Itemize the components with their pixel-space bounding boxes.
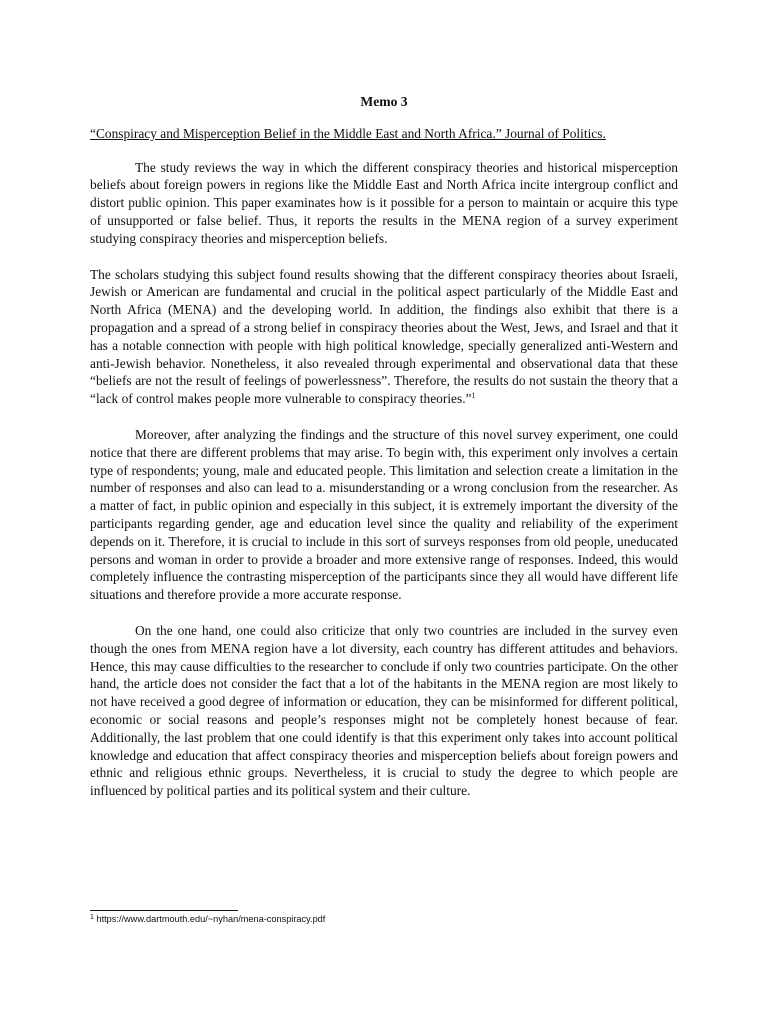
paragraph-intro	[90, 159, 678, 248]
footnote-marker: 1	[90, 914, 94, 921]
paragraph-text: The scholars studying this subject found results showing that the different conspiracy theories about Israeli, Jewish or American are fundamental and crucial in the political aspect particularly of the Middle East and North Africa (MENA) and the developing world. In addition, the findings also exhibit that there is a propagation and a spread of a strong belief in conspiracy theories about the West, Jews, and Israel and that it has a notable connection with people with high political knowledge, specially generalized anti-Western and anti-Jewish behavior. Nonetheless, it also revealed through experimental and observational data that these “beliefs are not the result of feelings of powerlessness”. Therefore, the results do not sustain the theory that a “lack of control makes people more vulnerable to conspiracy theories.”	[90, 266, 678, 407]
paragraph-criticism	[90, 622, 678, 800]
paragraph-findings	[90, 266, 678, 408]
paragraph-problems	[90, 426, 678, 604]
footnote	[90, 914, 325, 924]
memo-title: Memo 3	[360, 94, 408, 109]
memo-page	[90, 93, 678, 818]
article-citation: “Conspiracy and Misperception Belief in the Middle East and North Africa.” Journal of Politics.	[90, 125, 606, 141]
paragraph-text: On the one hand, one could also criticize that only two countries are included in the survey even though the ones from MENA region have a lot diversity, each country has different attitudes and behaviors. Hence, this may cause difficulties to the researcher to conclude if only two countries participate. On the other hand, the article does not consider the fact that a lot of the habitants in the MENA region are most likely to not have received a good degree of information or education, they can be misinformed for different political, economic or social reasons and people’s responses might not be completely honest because of fear. Additionally, the last problem that one could identify is that this experiment only takes into account political knowledge and education that affect conspiracy theories and misperception beliefs about foreign powers and ethnic and religious ethnic groups. Nevertheless, it is crucial to study the degree to which people are influenced by political parties and its political system and their culture.	[90, 622, 678, 799]
paragraph-text: The study reviews the way in which the different conspiracy theories and historical misperception beliefs about foreign powers in regions like the Middle East and North Africa incite intergroup conflict and distort public opinion. This paper examinates how is it possible for a person to maintain or acquire this type of unsupported or false belief. Thus, it reports the results in the MENA region of a survey experiment studying conspiracy theories and misperception beliefs.	[90, 159, 678, 246]
paragraph-text: Moreover, after analyzing the findings and the structure of this novel survey experiment, one could notice that there are different problems that may arise. To begin with, this experiment only involves a certain type of respondents; young, male and educated people. This limitation and selection create a limitation in the number of responses and also can lead to a. misunderstanding or a wrong conclusion from the researcher. As a matter of fact, in public opinion and especially in this subject, it is extremely important the diversity of the participants regarding gender, age and education level since the quality and reliability of the experiment depends on it. Therefore, it is crucial to include in this sort of surveys responses from old people, uneducated persons and woman in order to provide a broader and more extensive range of responses. Indeed, this would completely influence the contrasting misperception of the participants since they all would have different life situations and therefore provide a more accurate response.	[90, 426, 678, 603]
footnote-reference[interactable]: 1	[471, 391, 476, 401]
footnote-divider	[90, 910, 238, 911]
footnote-url[interactable]: https://www.dartmouth.edu/~nyhan/mena-conspiracy.pdf	[96, 914, 326, 924]
